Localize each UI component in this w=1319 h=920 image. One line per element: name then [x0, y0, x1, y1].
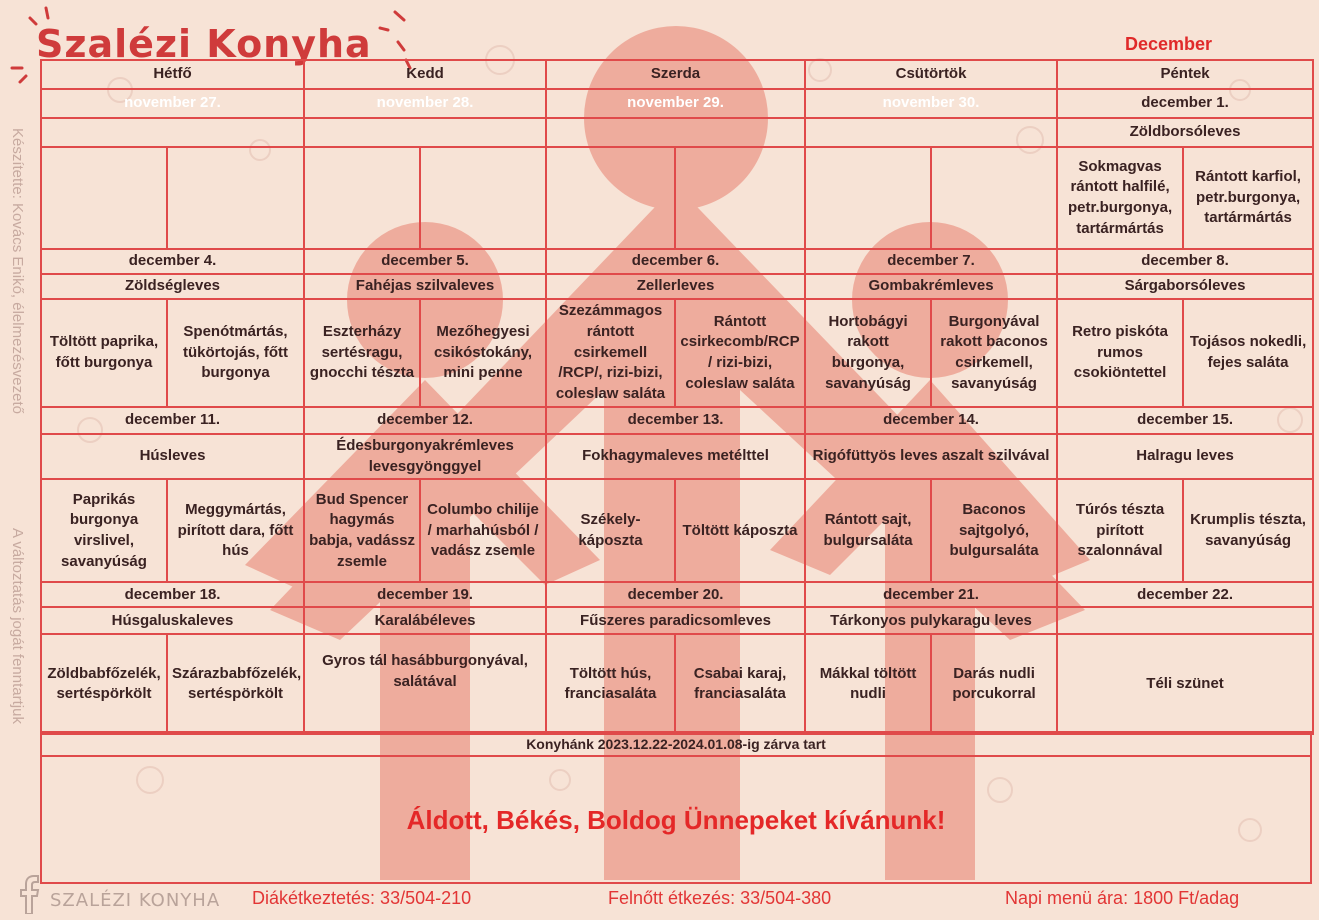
- main-dish-cell: Tojásos nokedli, fejes saláta: [1183, 299, 1313, 407]
- closure-note: Konyhánk 2023.12.22-2024.01.08-ig zárva tart: [40, 731, 1312, 757]
- soup-cell: Zöldségleves: [41, 274, 304, 299]
- main-dish-cell: [805, 147, 931, 249]
- day-header-tuesday: Kedd: [304, 60, 546, 89]
- main-dish-cell: Darás nudli porcukorral: [931, 634, 1057, 734]
- date-cell: november 28.: [304, 89, 546, 118]
- main-dish-cell: Székely-káposzta: [546, 479, 675, 582]
- soup-cell: Halragu leves: [1057, 434, 1313, 479]
- date-cell: december 13.: [546, 407, 805, 434]
- soup-cell: Zellerleves: [546, 274, 805, 299]
- adult-phone: Felnőtt étkezés: 33/504-380: [608, 888, 832, 908]
- soup-cell: Zöldborsóleves: [1057, 118, 1313, 147]
- main-dish-cell: [304, 147, 420, 249]
- date-cell: december 19.: [304, 582, 546, 607]
- brand-logo: Szalézi Konyha: [36, 22, 372, 66]
- main-dish-cell: Hortobágyi rakott burgonya, savanyúság: [805, 299, 931, 407]
- soup-cell: Gombakrémleves: [805, 274, 1057, 299]
- month-title: December: [1125, 34, 1213, 54]
- soup-cell: [805, 118, 1057, 147]
- date-cell: november 27.: [41, 89, 304, 118]
- main-dish-cell: Baconos sajtgolyó, bulgursaláta: [931, 479, 1057, 582]
- day-header-thursday: Csütörtök: [805, 60, 1057, 89]
- soup-cell: [1057, 607, 1313, 634]
- main-dish-cell: Krumplis tészta, savanyúság: [1183, 479, 1313, 582]
- date-cell: december 14.: [805, 407, 1057, 434]
- main-dish-cell: Burgonyával rakott baconos csirkemell, savanyúság: [931, 299, 1057, 407]
- main-dish-cell: Retro piskóta rumos csokiöntettel: [1057, 299, 1183, 407]
- soup-cell: [304, 118, 546, 147]
- winter-break-cell: Téli szünet: [1057, 634, 1313, 734]
- main-dish-cell: Töltött káposzta: [675, 479, 805, 582]
- footer-brand: SZALÉZI KONYHA: [50, 890, 221, 911]
- main-dish-cell: [167, 147, 304, 249]
- author-note: Készítette: Kovács Enikő, élelmezésvezető: [9, 128, 26, 414]
- soup-cell: Tárkonyos pulykaragu leves: [805, 607, 1057, 634]
- main-dish-cell: Rántott sajt, bulgursaláta: [805, 479, 931, 582]
- date-cell: december 5.: [304, 249, 546, 274]
- soup-cell: Rigófüttyös leves aszalt szilvával: [805, 434, 1057, 479]
- main-dish-cell: [931, 147, 1057, 249]
- soup-cell: [41, 118, 304, 147]
- main-dish-cell: [675, 147, 805, 249]
- main-dish-cell: Rántott karfiol, petr.burgonya, tartármártás: [1183, 147, 1313, 249]
- menu-table: [40, 59, 1314, 735]
- main-dish-cell: Sokmagvas rántott halfilé, petr.burgonya, tartármártás: [1057, 147, 1183, 249]
- day-header-friday: Péntek: [1057, 60, 1313, 89]
- soup-cell: Húsleves: [41, 434, 304, 479]
- date-cell: december 11.: [41, 407, 304, 434]
- soup-cell: Fűszeres paradicsomleves: [546, 607, 805, 634]
- main-dish-cell: Mákkal töltött nudli: [805, 634, 931, 734]
- soup-cell: Húsgaluskaleves: [41, 607, 304, 634]
- main-dish-cell: Csabai karaj, franciasaláta: [675, 634, 805, 734]
- soup-cell: Sárgaborsóleves: [1057, 274, 1313, 299]
- menu-price: Napi menü ára: 1800 Ft/adag: [1005, 888, 1240, 908]
- date-cell: december 1.: [1057, 89, 1313, 118]
- main-dish-cell: Szárazbabfőzelék, sertéspörkölt: [167, 634, 304, 734]
- soup-cell: Fahéjas szilvaleves: [304, 274, 546, 299]
- main-dish-cell: Bud Spencer hagymás babja, vadássz zsemle: [304, 479, 420, 582]
- main-dish-cell: Töltött paprika, főtt burgonya: [41, 299, 167, 407]
- date-cell: november 30.: [805, 89, 1057, 118]
- main-dish-cell: Rántott csirkecomb/RCP / rizi-bizi, coleslaw saláta: [675, 299, 805, 407]
- main-dish-cell: Túrós tészta pirított szalonnával: [1057, 479, 1183, 582]
- main-dish-cell: Paprikás burgonya virslivel, savanyúság: [41, 479, 167, 582]
- date-cell: december 15.: [1057, 407, 1313, 434]
- date-cell: november 29.: [546, 89, 805, 118]
- date-cell: december 21.: [805, 582, 1057, 607]
- soup-cell: [546, 118, 805, 147]
- student-phone: Diákétkeztetés: 33/504-210: [252, 888, 472, 908]
- main-dish-cell: Gyros tál hasábburgonyával, salátával: [304, 634, 546, 734]
- main-dish-cell: Columbo chilije / marhahúsból / vadász zsemle: [420, 479, 546, 582]
- date-cell: december 4.: [41, 249, 304, 274]
- main-dish-cell: Eszterházy sertésragu, gnocchi tészta: [304, 299, 420, 407]
- soup-cell: Fokhagymaleves metélttel: [546, 434, 805, 479]
- date-cell: december 6.: [546, 249, 805, 274]
- rights-note: A változtatás jogát fenntartjuk: [9, 528, 26, 724]
- main-dish-cell: Zöldbabfőzelék, sertéspörkölt: [41, 634, 167, 734]
- day-header-wednesday: Szerda: [546, 60, 805, 89]
- main-dish-cell: [546, 147, 675, 249]
- day-header-monday: Hétfő: [41, 60, 304, 89]
- soup-cell: Karalábéleves: [304, 607, 546, 634]
- date-cell: december 22.: [1057, 582, 1313, 607]
- main-dish-cell: [420, 147, 546, 249]
- main-dish-cell: Szezámmagos rántott csirkemell /RCP/, rizi-bizi, coleslaw saláta: [546, 299, 675, 407]
- date-cell: december 20.: [546, 582, 805, 607]
- main-dish-cell: Mezőhegyesi csikóstokány, mini penne: [420, 299, 546, 407]
- main-dish-cell: Spenótmártás, tükörtojás, főtt burgonya: [167, 299, 304, 407]
- date-cell: december 18.: [41, 582, 304, 607]
- date-cell: december 7.: [805, 249, 1057, 274]
- soup-cell: Édesburgonyakrémleves levesgyönggyel: [304, 434, 546, 479]
- facebook-icon: [18, 872, 42, 914]
- main-dish-cell: Meggymártás, pirított dara, főtt hús: [167, 479, 304, 582]
- main-dish-cell: [41, 147, 167, 249]
- main-dish-cell: Töltött hús, franciasaláta: [546, 634, 675, 734]
- date-cell: december 8.: [1057, 249, 1313, 274]
- date-cell: december 12.: [304, 407, 546, 434]
- holiday-greeting: Áldott, Békés, Boldog Ünnepeket kívánunk!: [406, 805, 946, 835]
